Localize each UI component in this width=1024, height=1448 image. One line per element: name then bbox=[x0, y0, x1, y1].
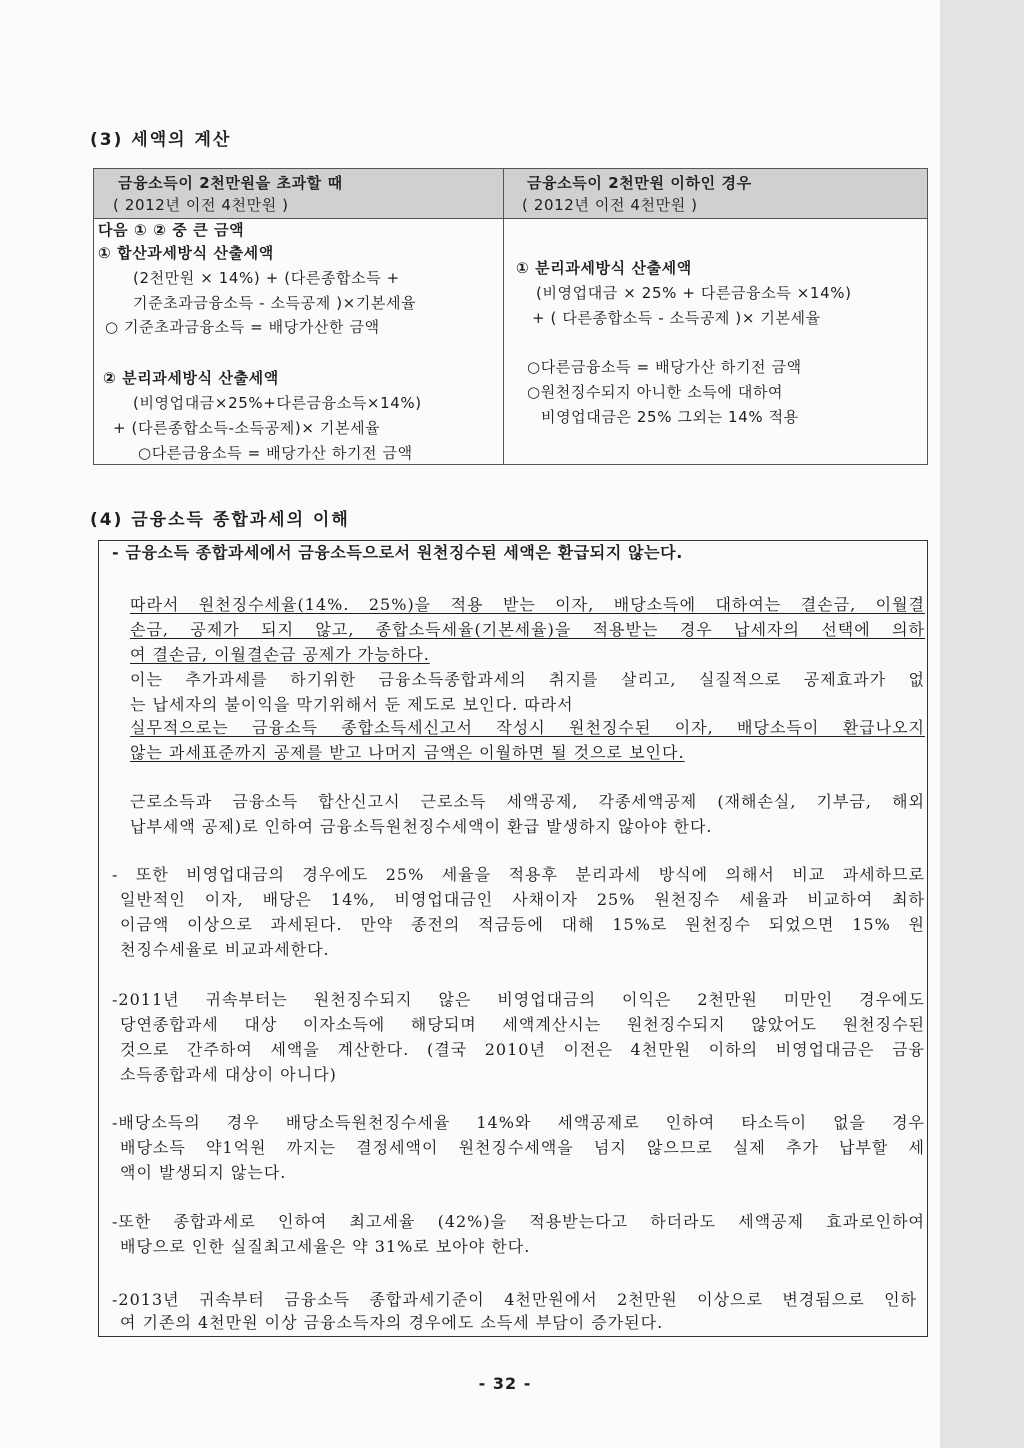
table-header-left bbox=[94, 169, 504, 219]
section4-line: 않는 과세표준까지 공제를 받고 나머지 금액은 이월하면 될 것으로 보인다. bbox=[130, 743, 685, 762]
section4-line: 실무적으로는 금융소득 종합소득세신고서 작성시 원천징수된 이자, 배당소득이 환급나오지 bbox=[130, 718, 925, 737]
section4-line: 배당소득 약1억원 까지는 결정세액이 원천징수세액을 넘지 않으므로 실제 추가 납부할 세 bbox=[120, 1138, 925, 1157]
table-left-line: ② 분리과세방식 산출세액 bbox=[103, 369, 279, 387]
section4-line: 것으로 간주하여 세액을 계산한다. (결국 2010년 이전은 4천만원 이하의 비영업대금은 금융 bbox=[120, 1040, 925, 1059]
section4-line: -2013년 귀속부터 금융소득 종합과세기준이 4천만원에서 2천만원 이상으로 변경됨으로 인하 bbox=[112, 1290, 917, 1309]
scan-margin-strip bbox=[940, 0, 1024, 1448]
section4-line: 근로소득과 금융소득 합산신고시 근로소득 세액공제, 각종세액공제 (재해손실, 기부금, 해외 bbox=[130, 792, 925, 811]
table-left-line: ○ 기준초과금융소득 = 배당가산한 금액 bbox=[105, 318, 380, 336]
section3-title: (3) 세액의 계산 bbox=[90, 130, 232, 150]
table-right-line: (비영업대금 × 25% + 다른금융소득 ×14%) bbox=[536, 284, 852, 302]
table-right-line: ① 분리과세방식 산출세액 bbox=[516, 259, 692, 277]
section4-line: 이는 추가과세를 하기위한 금융소득종합과세의 취지를 살리고, 실질적으로 공제효과가 없 bbox=[130, 670, 925, 689]
section4-line: 따라서 원천징수세율(14%. 25%)을 적용 받는 이자, 배당소득에 대하여는 결손금, 이월결 bbox=[130, 595, 925, 614]
table-header-right-note: ( 2012년 이전 4천만원 ) bbox=[522, 196, 698, 214]
table-left-line: (2천만원 × 14%) + (다른종합소득 + bbox=[133, 269, 400, 287]
section4-line: 천징수세율로 비교과세한다. bbox=[120, 940, 330, 959]
table-header-right-title: 금융소득이 2천만원 이하인 경우 bbox=[527, 174, 752, 192]
table-header-left-title: 금융소득이 2천만원을 초과할 때 bbox=[118, 174, 343, 192]
section4-headline: - 금융소득 종합과세에서 금융소득으로서 원천징수된 세액은 환급되지 않는다. bbox=[112, 543, 683, 562]
section4-line: 여 결손금, 이월결손금 공제가 가능하다. bbox=[130, 645, 430, 664]
section4-line: -배당소득의 경우 배당소득원천징수세율 14%와 세액공제로 인하여 타소득이 없을 경우 bbox=[112, 1113, 925, 1132]
section4-line: 액이 발생되지 않는다. bbox=[120, 1163, 287, 1182]
section4-line: 여 기존의 4천만원 이상 금융소득자의 경우에도 소득세 부담이 증가된다. bbox=[120, 1313, 664, 1332]
section4-line: 이금액 이상으로 과세된다. 만약 종전의 적금등에 대해 15%로 원천징수 되었으면 15% 원 bbox=[120, 915, 925, 934]
table-left-line: ① 합산과세방식 산출세액 bbox=[98, 244, 274, 262]
section4-line: -2011년 귀속부터는 원천징수되지 않은 비영업대금의 이익은 2천만원 미만인 경우에도 bbox=[112, 990, 925, 1009]
section4-line: 배당으로 인한 실질최고세율은 약 31%로 보아야 한다. bbox=[120, 1237, 531, 1256]
section4-line: 는 납세자의 불이익을 막기위해서 둔 제도로 보인다. 따라서 bbox=[130, 695, 574, 714]
table-left-line: ○다른금융소득 = 배당가산 하기전 금액 bbox=[138, 444, 413, 462]
section4-title: (4) 금융소득 종합과세의 이해 bbox=[90, 510, 350, 530]
table-right-line: + ( 다른종합소득 - 소득공제 )× 기본세율 bbox=[532, 309, 821, 327]
table-body-left bbox=[94, 219, 504, 464]
section4-line: 소득종합과세 대상이 아니다) bbox=[120, 1065, 337, 1084]
page-number: - 32 - bbox=[478, 1374, 532, 1393]
table-left-line: + (다른종합소득-소득공제)× 기본세율 bbox=[113, 419, 381, 437]
section4-line: 일반적인 이자, 배당은 14%, 비영업대금인 사채이자 25% 원천징수 세율과 비교하여 최하 bbox=[120, 890, 925, 909]
section4-box bbox=[98, 540, 928, 1337]
tax-calculation-table bbox=[93, 168, 928, 465]
section4-line: 납부세액 공제)로 인하여 금융소득원천징수세액이 환급 발생하지 않아야 한다. bbox=[130, 817, 713, 836]
table-left-line: 다음 ① ② 중 큰 금액 bbox=[98, 221, 245, 239]
table-right-line: 비영업대금은 25% 그외는 14% 적용 bbox=[541, 408, 799, 426]
table-body-right bbox=[504, 219, 927, 464]
section4-line: - 또한 비영업대금의 경우에도 25% 세율을 적용후 분리과세 방식에 의해서 비교 과세하므로 bbox=[112, 865, 925, 884]
table-right-line: ○원천징수되지 아니한 소득에 대하여 bbox=[527, 383, 784, 401]
table-left-line: 기준초과금융소득 - 소득공제 )×기본세율 bbox=[133, 294, 417, 312]
section4-line: -또한 종합과세로 인하여 최고세율 (42%)을 적용받는다고 하더라도 세액공제 효과로인하여 bbox=[112, 1212, 925, 1231]
section4-line: 손금, 공제가 되지 않고, 종합소득세율(기본세율)을 적용받는 경우 납세자의 선택에 의하 bbox=[130, 620, 925, 639]
table-right-line: ○다른금융소득 = 배당가산 하기전 금액 bbox=[527, 358, 802, 376]
section4-line: 당연종합과세 대상 이자소득에 해당되며 세액계산시는 원천징수되지 않았어도 원천징수된 bbox=[120, 1015, 925, 1034]
table-left-line: (비영업대금×25%+다른금융소득×14%) bbox=[133, 394, 422, 412]
table-header-right bbox=[504, 169, 927, 219]
table-header-left-note: ( 2012년 이전 4천만원 ) bbox=[113, 196, 289, 214]
